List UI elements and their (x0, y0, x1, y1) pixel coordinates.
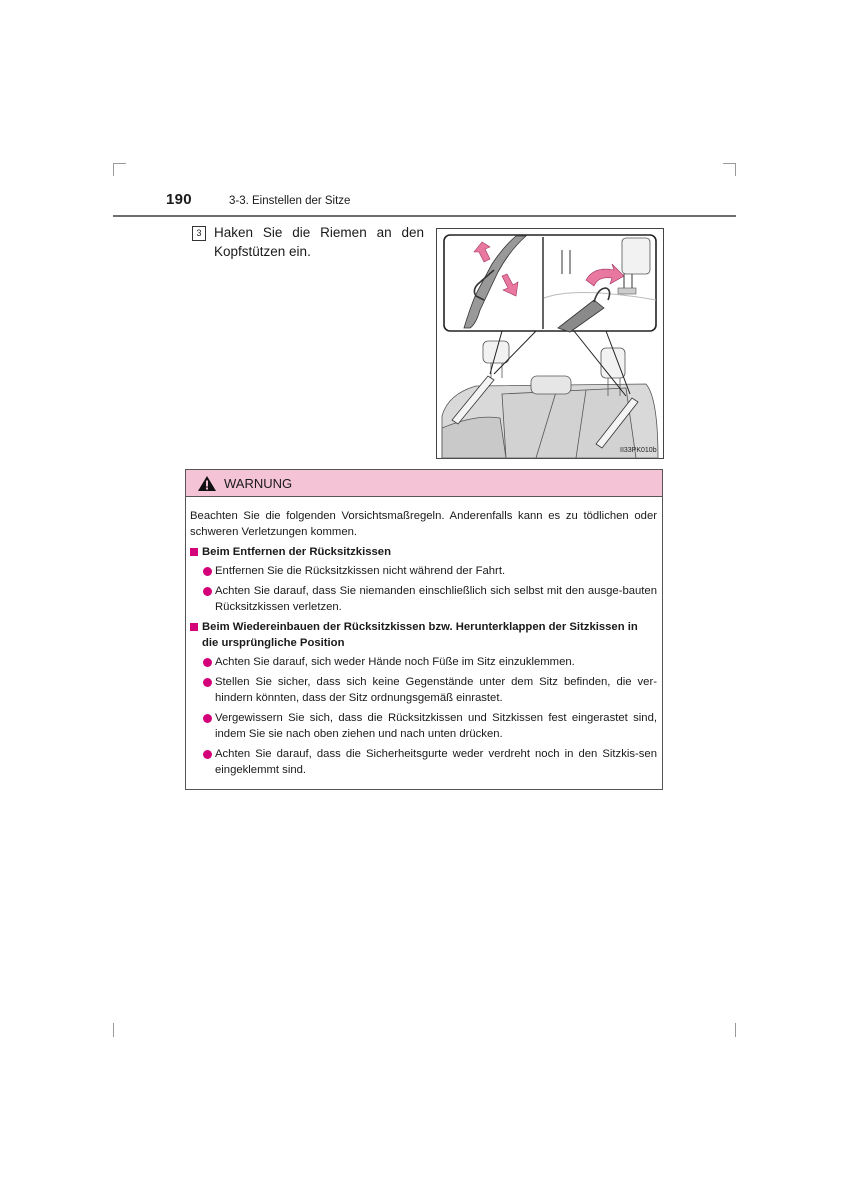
list-item (190, 654, 657, 670)
warning-body (186, 497, 662, 778)
crop-mark (113, 1023, 114, 1037)
warning-box (185, 469, 663, 790)
section-title: 3-3. Einstellen der Sitze (229, 195, 351, 207)
list-item-text: Achten Sie darauf, dass die Sicherheitsgurte weder verdreht noch in den Sitzkis-sen eingeklemmt sind. (215, 748, 657, 776)
warning-intro: Beachten Sie die folgenden Vorsichtsmaßregeln. Anderenfalls kann es zu tödlichen oder schweren Verletzungen kommen. (190, 510, 657, 538)
list-item (190, 583, 657, 615)
crop-mark (735, 1023, 736, 1037)
bullet-dot-icon (203, 714, 212, 723)
header-divider (113, 215, 736, 217)
list-item (190, 563, 657, 579)
headrest-strap-illustration (436, 228, 664, 459)
crop-mark (735, 163, 736, 176)
list-item-text: Stellen Sie sicher, dass sich keine Gegenstände unter dem Sitz befinden, die ver-hindern könnten, dass der Sitz ordnungsgemäß einrastet. (215, 676, 657, 704)
list-item-text: Entfernen Sie die Rücksitzkissen nicht während der Fahrt. (215, 565, 506, 577)
list-item (190, 710, 657, 742)
figure-code: II33PK010b (620, 447, 657, 454)
section-heading (190, 544, 657, 560)
list-item (190, 746, 657, 778)
section-heading-text: Beim Wiedereinbauen der Rücksitzkissen bzw. Herunterklappen der Sitzkissen in die ursprüngliche Position (202, 621, 638, 649)
bullet-dot-icon (203, 658, 212, 667)
section-heading (190, 619, 657, 651)
bullet-dot-icon (203, 750, 212, 759)
list-item-text: Achten Sie darauf, dass Sie niemanden einschließlich sich selbst mit den ausge-bauten Rücksitzkissen verletzen. (215, 585, 657, 613)
section-heading-text: Beim Entfernen der Rücksitzkissen (202, 546, 391, 558)
warning-title: WARNUNG (224, 476, 293, 491)
crop-mark (723, 163, 736, 164)
page-number: 190 (166, 191, 192, 208)
crop-mark (113, 163, 126, 164)
bullet-dot-icon (203, 678, 212, 687)
crop-mark (113, 163, 114, 176)
square-bullet-icon (190, 623, 198, 631)
warning-header (186, 470, 662, 497)
list-item-text: Vergewissern Sie sich, dass die Rücksitzkissen und Sitzkissen fest eingerastet sind, indem Sie sie nach oben ziehen und nach unten drücken. (215, 712, 657, 740)
square-bullet-icon (190, 548, 198, 556)
step-number: 3 (192, 226, 206, 241)
list-item-text: Achten Sie darauf, sich weder Hände noch Füße im Sitz einzuklemmen. (215, 656, 575, 668)
bullet-dot-icon (203, 567, 212, 576)
list-item (190, 674, 657, 706)
step-instruction: Haken Sie die Riemen an den Kopfstützen ein. (214, 225, 424, 259)
warning-triangle-icon (197, 475, 217, 492)
bullet-dot-icon (203, 587, 212, 596)
